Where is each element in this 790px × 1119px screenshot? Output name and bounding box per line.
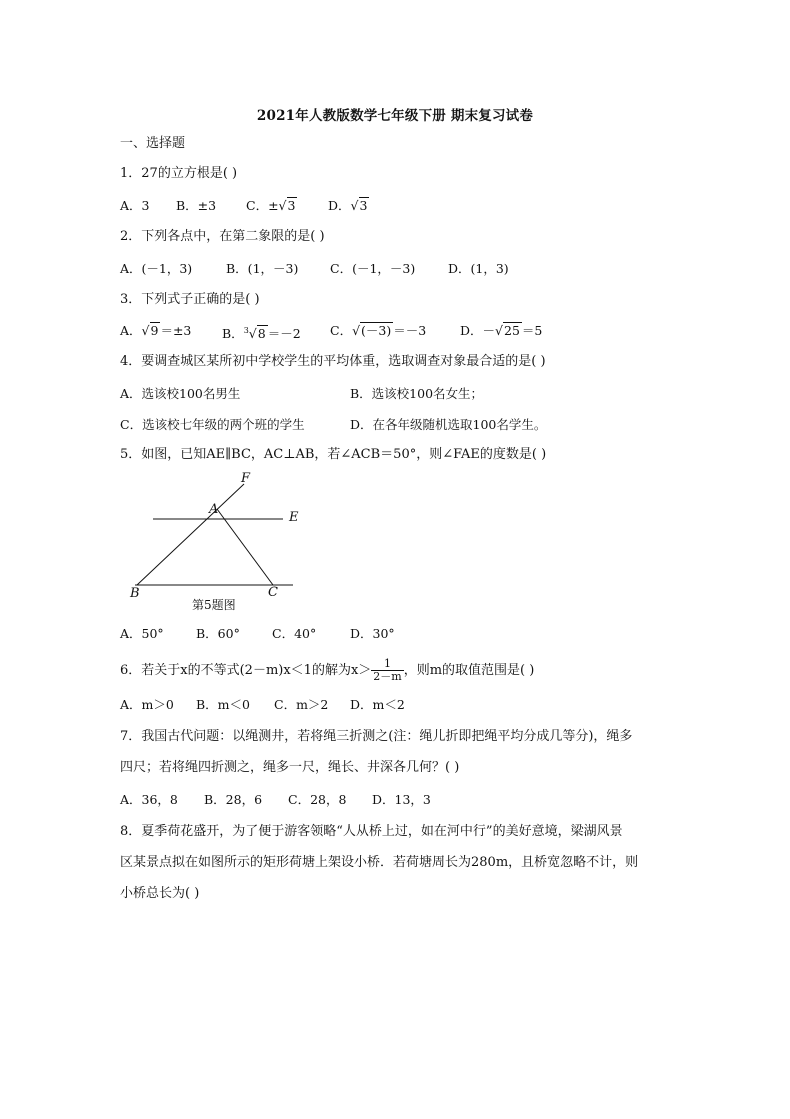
q5-option-c: C．40° xyxy=(272,626,317,641)
sqrt-symbol: √(－3) xyxy=(352,323,392,338)
section-heading: 一、选择题 xyxy=(120,136,186,151)
q6-option-d: D．m＜2 xyxy=(350,697,405,712)
q2-option-b: B．(1，－3) xyxy=(226,261,299,276)
q3-option-b-root-index: 3 xyxy=(243,326,249,335)
sqrt-symbol: √25 xyxy=(495,323,520,338)
q6-option-b: B．m＜0 xyxy=(196,697,250,712)
line-bf xyxy=(137,484,244,585)
q4-option-b: B．选该校100名女生； xyxy=(350,386,484,401)
q1-option-d xyxy=(328,196,369,216)
q6-stem-prefix: 6．若关于x的不等式(2－m)x＜1的解为x＞ xyxy=(120,663,372,678)
question-7-line-2: 四尺；若将绳四折测之，绳多一尺，绳长、井深各几何？( ) xyxy=(120,760,460,775)
line-ac xyxy=(217,509,273,585)
question-8-line-2: 区某景点拟在如图所示的矩形荷塘上架设小桥．若荷塘周长为280m，且桥宽忽略不计，则 xyxy=(120,855,639,870)
question-5-stem: 5．如图，已知AE∥BC，AC⊥AB，若∠ACB＝50°，则∠FAE的度数是( ) xyxy=(120,447,547,462)
q5-option-a: A．50° xyxy=(120,626,164,641)
q1-option-d-prefix: D． xyxy=(328,198,351,213)
q1-option-a: A．3 xyxy=(120,198,150,213)
fraction-denominator: 2－m xyxy=(373,670,402,683)
q3-option-d-result: ＝5 xyxy=(521,323,543,338)
question-3-stem: 3．下列式子正确的是( ) xyxy=(120,292,260,307)
fraction-numerator: 1 xyxy=(384,657,391,670)
label-a: A xyxy=(209,502,219,517)
q4-option-c: C．选该校七年级的两个班的学生 xyxy=(120,417,305,432)
q6-option-c: C．m＞2 xyxy=(274,697,329,712)
q7-option-d: D．13，3 xyxy=(372,792,431,807)
q7-option-a: A．36，8 xyxy=(120,792,178,807)
q5-option-d: D．30° xyxy=(350,626,395,641)
question-2-stem: 2．下列各点中，在第二象限的是( ) xyxy=(120,229,325,244)
q3-option-b xyxy=(222,321,301,344)
question-8-line-3: 小桥总长为( ) xyxy=(120,886,200,901)
q7-option-b: B．28，6 xyxy=(204,792,263,807)
q3-option-a-result: ＝±3 xyxy=(160,323,192,338)
question-7-line-1: 7．我国古代问题：以绳测井，若将绳三折测之(注：绳儿折即把绳平均分成几等分)，绳多 xyxy=(120,729,633,744)
question-8-line-1: 8．夏季荷花盛开，为了便于游客领略“人从桥上过，如在河中行”的美好意境，梁湖风景 xyxy=(120,824,623,839)
q4-option-d: D．在各年级随机选取100名学生。 xyxy=(350,417,547,432)
question-1-stem: 1．27的立方根是( ) xyxy=(120,166,238,181)
q3-option-c-prefix: C． xyxy=(330,323,353,338)
q1-option-c xyxy=(246,196,297,216)
q7-option-c: C．28，8 xyxy=(288,792,347,807)
q2-option-a: A．(－1，3) xyxy=(120,261,193,276)
q1-option-c-radicand: 3 xyxy=(287,198,296,213)
exam-title: 2021年人教版数学七年级下册 期末复习试卷 xyxy=(256,108,534,124)
q3-option-c-radicand: (－3) xyxy=(361,323,392,338)
q3-option-d xyxy=(460,321,542,341)
q4-option-a: A．选该校100名男生 xyxy=(120,386,241,401)
label-c: C xyxy=(268,585,278,600)
q1-option-d-radicand: 3 xyxy=(359,198,368,213)
q5-option-b: B．60° xyxy=(196,626,240,641)
q6-option-a: A．m＞0 xyxy=(120,697,174,712)
q3-option-d-prefix: D．－ xyxy=(460,323,496,338)
q2-option-d: D．(1，3) xyxy=(448,261,509,276)
q3-option-b-prefix: B． xyxy=(222,326,244,342)
q2-option-c: C．(－1，－3) xyxy=(330,261,416,276)
q1-option-b: B．±3 xyxy=(176,198,217,213)
geometry-figure-lines xyxy=(125,476,315,611)
q1-option-c-prefix: C．± xyxy=(246,198,279,213)
label-e: E xyxy=(289,510,299,525)
sqrt-symbol: √9 xyxy=(141,323,159,338)
label-b: B xyxy=(130,586,140,601)
fraction xyxy=(371,658,403,683)
label-f: F xyxy=(241,471,251,486)
q3-option-d-radicand: 25 xyxy=(504,323,520,338)
q3-option-c-result: ＝－3 xyxy=(393,323,427,338)
sqrt-symbol: √3 xyxy=(278,198,296,213)
question-4-stem: 4．要调查城区某所初中学校学生的平均体重，选取调查对象最合适的是( ) xyxy=(120,354,546,369)
q3-option-a-radicand: 9 xyxy=(150,323,159,338)
q3-option-c xyxy=(330,321,426,341)
q3-option-b-result: ＝－2 xyxy=(267,326,301,342)
geometry-figure xyxy=(125,471,315,612)
q3-option-b-radicand: 8 xyxy=(257,326,266,342)
q3-option-a xyxy=(120,321,191,341)
q6-stem-suffix: ，则m的取值范围是( ) xyxy=(403,663,535,678)
question-6-stem xyxy=(120,658,534,683)
sqrt-symbol: √3 xyxy=(350,198,368,213)
q3-option-a-prefix: A． xyxy=(120,323,142,338)
cube-root-symbol: √8 xyxy=(248,326,266,342)
figure-caption: 第5题图 xyxy=(192,598,236,612)
